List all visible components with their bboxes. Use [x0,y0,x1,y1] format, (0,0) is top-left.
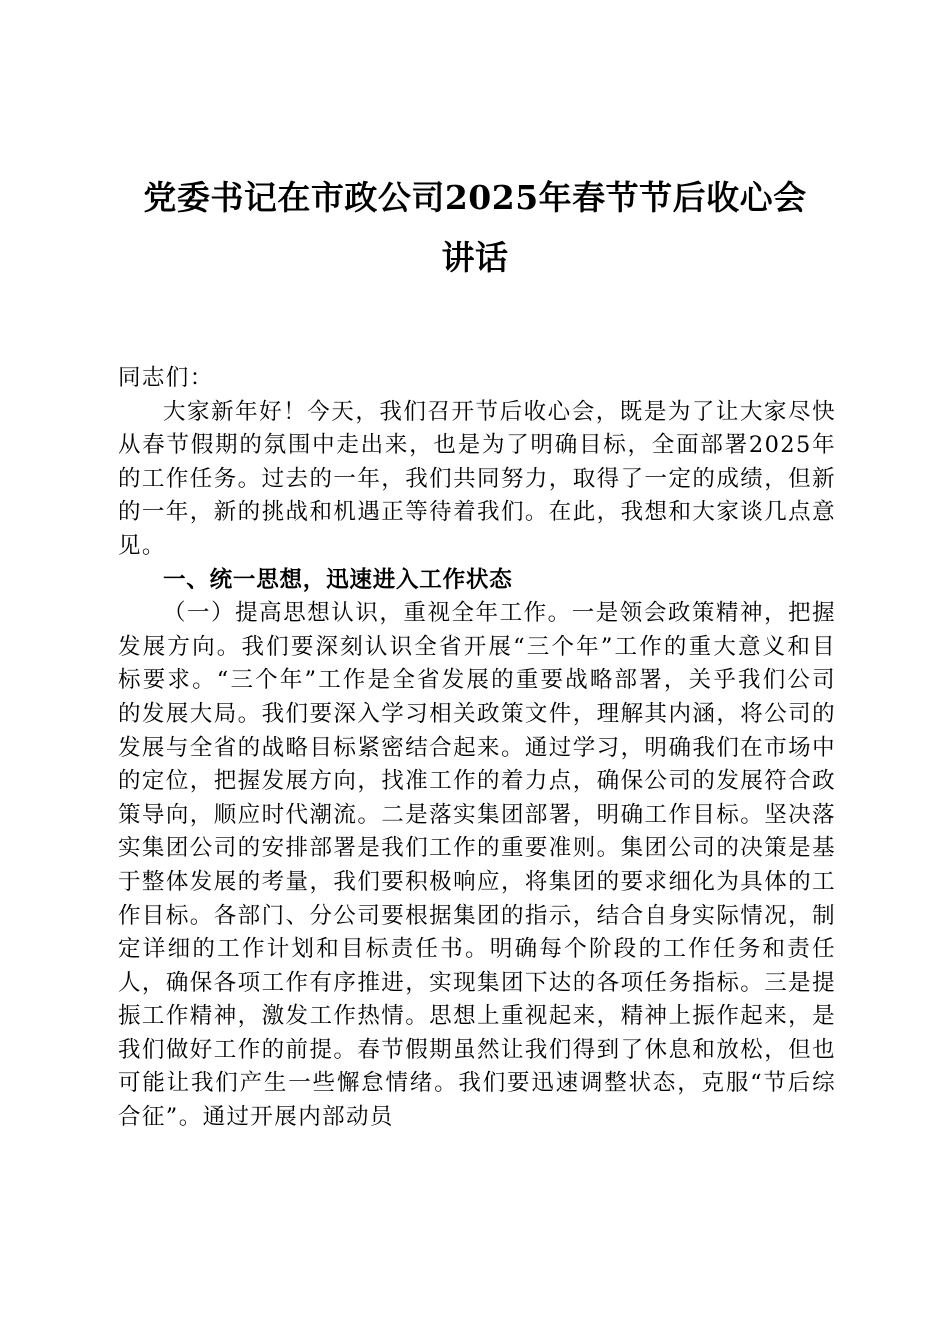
document-body [118,362,836,1135]
section-paragraph: （一）提高思想认识，重视全年工作。一是领会政策精神，把握发展方向。我们要深刻认识全省开展“三个年”工作的重大意义和目标要求。“三个年”工作是全省发展的重要战略部署，关乎我们公司的发展大局。我们要深入学习相关政策文件，理解其内涵，将公司的发展与全省的战略目标紧密结合起来。通过学习，明确我们在市场中的定位，把握发展方向，找准工作的着力点，确保公司的发展符合政策导向，顺应时代潮流。二是落实集团部署，明确工作目标。坚决落实集团公司的安排部署是我们工作的重要准则。集团公司的决策是基于整体发展的考量，我们要积极响应，将集团的要求细化为具体的工作目标。各部门、分公司要根据集团的指示，结合自身实际情况，制定详细的工作计划和目标责任书。明确每个阶段的工作任务和责任人，确保各项工作有序推进，实现集团下达的各项任务指标。三是提振工作精神，激发工作热情。思想上重视起来，精神上振作起来，是我们做好工作的前提。春节假期虽然让我们得到了休息和放松，但也可能让我们产生一些懈怠情绪。我们要迅速调整状态，克服“节后综合征”。通过开展内部动员 [118,600,836,1131]
title-line-2: 讲话 [441,238,509,277]
title-line-1: 党委书记在市政公司2025年春节节后收心会 [143,178,807,217]
section-heading: 一、统一思想，迅速进入工作状态 [163,566,513,593]
intro-paragraph: 大家新年好！今天，我们召开节后收心会，既是为了让大家尽快从春节假期的氛围中走出来，也是为了明确目标，全面部署2025年的工作任务。过去的一年，我们共同努力，取得了一定的成绩，但新的一年，新的挑战和机遇正等待着我们。在此，我想和大家谈几点意见。 [118,398,836,559]
salutation: 同志们： [118,365,214,391]
document-title [100,168,850,288]
